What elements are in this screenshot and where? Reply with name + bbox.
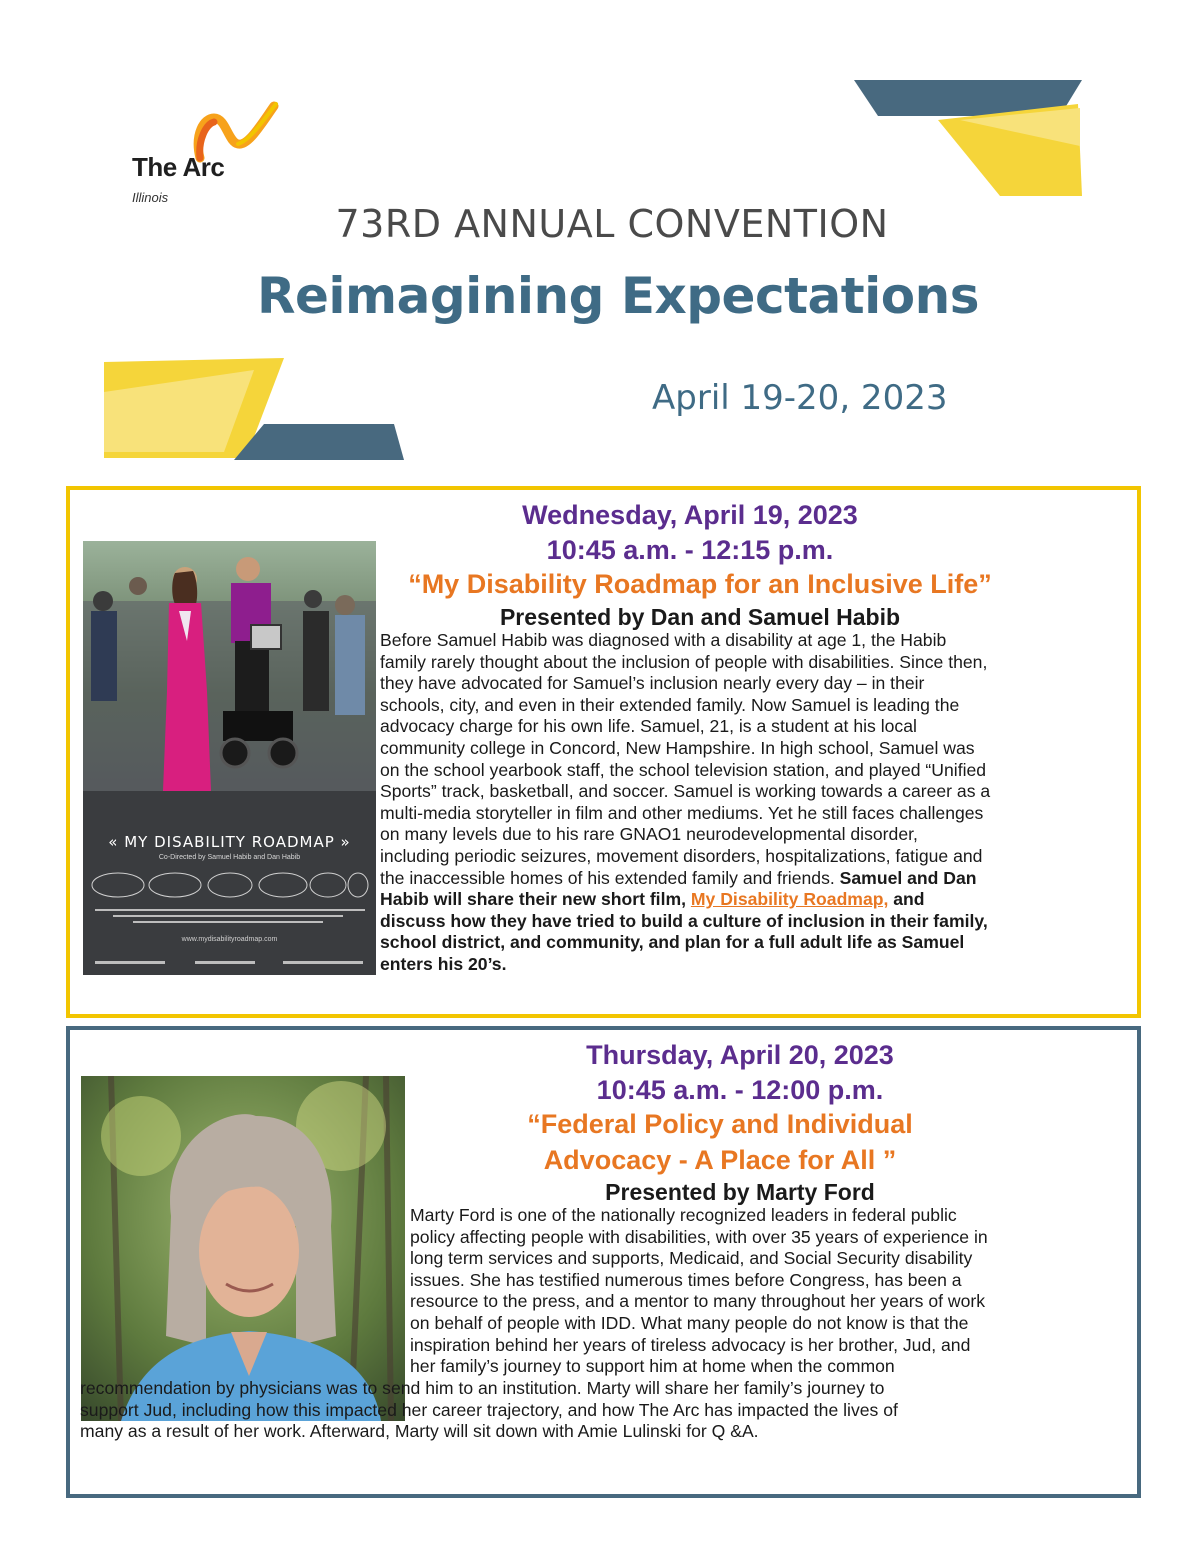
org-region: Illinois bbox=[132, 190, 169, 205]
presenter-portrait bbox=[81, 1076, 405, 1421]
session-time: 10:45 a.m. - 12:15 p.m. bbox=[546, 535, 834, 565]
session-date: Wednesday, April 19, 2023 bbox=[522, 500, 858, 530]
session-description bbox=[380, 630, 1140, 976]
description-bold-text: Samuel and Dan bbox=[839, 867, 977, 888]
description-bold-text: Habib will share their new short film, bbox=[380, 889, 691, 910]
convention-theme: Reimagining Expectations bbox=[257, 267, 979, 325]
convention-dates: April 19-20, 2023 bbox=[652, 378, 948, 418]
description-line: schools, city, and even in their extended family. Now Samuel is leading the bbox=[380, 694, 960, 715]
description-line: on many levels due to his rare GNAO1 neurodevelopmental disorder, bbox=[380, 824, 918, 845]
poster-url: www.mydisabilityroadmap.com bbox=[181, 936, 278, 943]
decorative-shapes-top bbox=[850, 76, 1090, 196]
description-line: Sports” track, basketball, and soccer. Samuel is working towards a career as a bbox=[380, 781, 991, 802]
film-link[interactable]: My Disability Roadmap, bbox=[690, 889, 889, 910]
session-description bbox=[410, 1205, 1140, 1378]
description-line: long term services and supports, Medicaid, and Social Security disability bbox=[410, 1248, 973, 1269]
description-line: Marty Ford is one of the nationally recognized leaders in federal public bbox=[410, 1205, 957, 1225]
description-line: discuss how they have tried to build a culture of inclusion in their family, bbox=[380, 910, 988, 931]
session-title: “Federal Policy and Individual bbox=[527, 1109, 913, 1139]
poster-photo bbox=[83, 541, 376, 975]
session-thursday bbox=[66, 1026, 1141, 1498]
org-name: The Arc bbox=[132, 152, 225, 182]
session-wednesday bbox=[66, 486, 1141, 1018]
description-line bbox=[380, 889, 1140, 911]
description-line: community college in Concord, New Hampshire. In high school, Samuel was bbox=[380, 737, 975, 758]
description-line: issues. She has testified numerous times before Congress, has been a bbox=[410, 1269, 962, 1290]
description-line: multi-media storyteller in film and other mediums. Yet he still faces challenges bbox=[380, 802, 984, 823]
description-line: resource to the press, and a mentor to many throughout her years of work bbox=[410, 1291, 986, 1312]
session-title: Advocacy - A Place for All ” bbox=[543, 1145, 897, 1175]
session-presenter: Presented by Marty Ford bbox=[605, 1179, 875, 1205]
description-line: her family’s journey to support him at home when the common bbox=[410, 1356, 895, 1377]
description-line: inspiration behind her years of tireless advocacy is her brother, Jud, and bbox=[410, 1334, 971, 1355]
description-line: family rarely thought about the inclusion of people with disabilities. Since then, bbox=[380, 651, 988, 672]
session-presenter: Presented by Dan and Samuel Habib bbox=[499, 604, 901, 630]
description-line: many as a result of her work. Afterward, Marty will sit down with Amie Lulinski for Q &A. bbox=[80, 1421, 759, 1442]
convention-title: 73RD ANNUAL CONVENTION bbox=[335, 202, 889, 246]
session-date: Thursday, April 20, 2023 bbox=[586, 1040, 894, 1070]
decorative-shapes-bottom bbox=[104, 352, 410, 462]
description-line: on the school yearbook staff, the school television station, and played “Unified bbox=[380, 759, 987, 780]
session-time: 10:45 a.m. - 12:00 p.m. bbox=[596, 1075, 884, 1105]
description-line: support Jud, including how this impacted her career trajectory, and how The Arc has impacted the lives of bbox=[80, 1399, 898, 1420]
session-description-continued bbox=[80, 1378, 1135, 1443]
description-line: advocacy charge for his own life. Samuel, 21, is a student at his local bbox=[380, 716, 917, 737]
description-text: the inaccessible homes of his extended family and friends. bbox=[380, 867, 840, 888]
description-line: enters his 20’s. bbox=[380, 953, 507, 974]
description-line: Before Samuel Habib was diagnosed with a disability at age 1, the Habib bbox=[380, 630, 947, 650]
poster-title: « MY DISABILITY ROADMAP » bbox=[108, 833, 351, 851]
session-title: “My Disability Roadmap for an Inclusive Life” bbox=[408, 569, 992, 599]
description-bold-text: and bbox=[888, 889, 925, 910]
description-line: school district, and community, and plan for a full adult life as Samuel bbox=[380, 932, 965, 953]
description-line: policy affecting people with disabilities, with over 35 years of experience in bbox=[410, 1226, 988, 1247]
description-line: including periodic seizures, movement disorders, hospitalizations, fatigue and bbox=[380, 845, 983, 866]
portrait-photo bbox=[81, 1076, 405, 1421]
description-line: recommendation by physicians was to send him to an institution. Marty will share her family’s journey to bbox=[80, 1378, 885, 1398]
film-poster-image bbox=[83, 541, 376, 975]
description-line: on behalf of people with IDD. What many people do not know is that the bbox=[410, 1312, 969, 1333]
description-line bbox=[380, 868, 1140, 890]
poster-credit: Co-Directed by Samuel Habib and Dan Habib bbox=[158, 854, 301, 861]
description-line: they have advocated for Samuel’s inclusion nearly every day – in their bbox=[380, 673, 925, 694]
